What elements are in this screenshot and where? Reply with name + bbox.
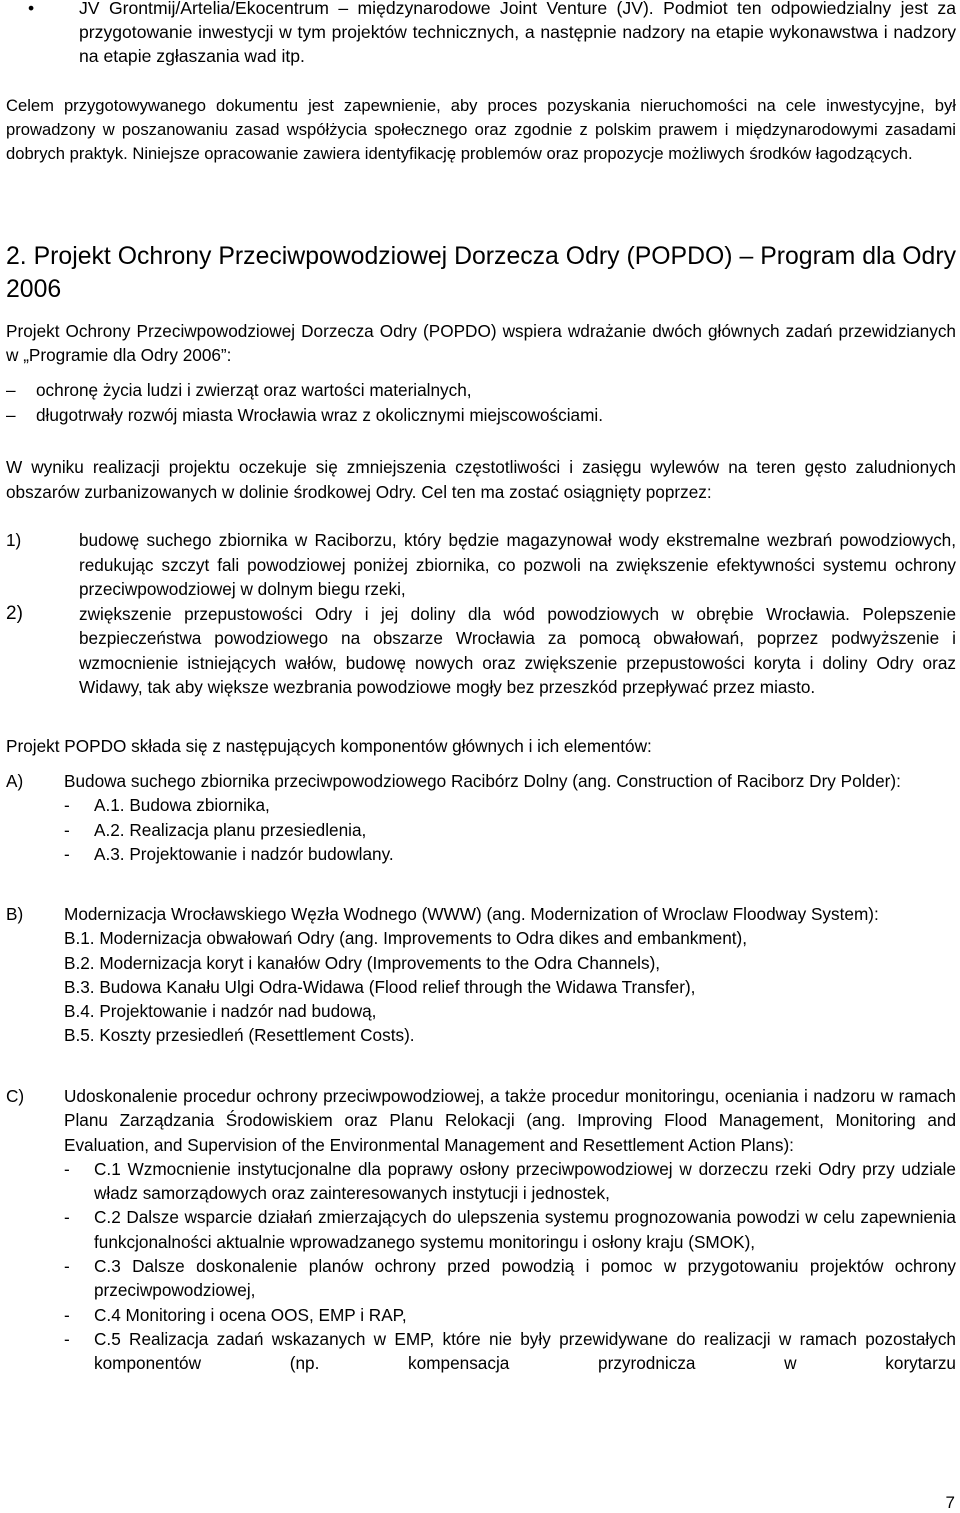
- component-letter: A): [6, 771, 24, 791]
- sub-item: B.5. Koszty przesiedleń (Resettlement Costs).: [64, 1025, 415, 1046]
- sub-item-text: C.3 Dalsze doskonalenie planów ochrony przed powodzią i pomoc w przygotowaniu projektów ochrony przeciwpowodziowej,: [94, 1256, 956, 1301]
- list-item: [6, 403, 956, 428]
- number-marker: 2): [6, 602, 23, 624]
- list-item-text: zwiększenie przepustowości Odry i jej doliny dla wód powodziowych w obrębie Wrocławia. Polepszenie bezpieczeństwa powodziowego na obszarze Wrocławia za pomocą obwałowań, poprzez podwyższenie i wzmocnienie istniejących wałów, budowę nowych oraz zwiększenie przepustowości koryta i doliny Odry oraz Widawy, tak aby większe wezbrania powodziowe mogły bez przeszkód przepływać przez miasto.: [79, 603, 956, 697]
- component-title: Budowa suchego zbiornika przeciwpowodziowego Racibórz Dolny (ang. Construction of Raciborz Dry Polder):: [64, 771, 901, 791]
- sub-marker: -: [64, 843, 70, 864]
- sub-item: [64, 1157, 956, 1206]
- component-letter: B): [6, 904, 24, 924]
- dash-marker: –: [6, 404, 16, 425]
- intro-paragraph: Projekt Ochrony Przeciwpowodziowej Dorzecza Odry (POPDO) wspiera wdrażanie dwóch głównych zadań przewidzianych w „Programie dla Odry 2006”:: [6, 321, 956, 365]
- component-title: Modernizacja Wrocławskiego Węzła Wodnego (WWW) (ang. Modernization of Wroclaw Floodway System):: [64, 904, 879, 924]
- sub-item: [64, 842, 956, 866]
- sub-item-text: A.2. Realizacja planu przesiedlenia,: [94, 819, 367, 840]
- sub-marker: -: [64, 819, 70, 840]
- sub-item: [64, 793, 956, 817]
- sub-marker: -: [64, 1158, 70, 1179]
- list-item: [6, 378, 956, 403]
- sub-item: B.4. Projektowanie i nadzór nad budową,: [64, 1001, 377, 1022]
- section-heading: 2. Projekt Ochrony Przeciwpowodziowej Dorzecza Odry (POPDO) – Program dla Odry 2006: [6, 243, 956, 303]
- component-letter: C): [6, 1086, 25, 1106]
- sub-marker: -: [64, 1207, 70, 1228]
- numbered-list: [6, 528, 956, 700]
- list-item-text: długotrwały rozwój miasta Wrocławia wraz z okolicznymi miejscowościami.: [36, 404, 604, 425]
- number-marker: 1): [6, 530, 22, 550]
- sub-item: B.1. Modernizacja obwałowań Odry (ang. Improvements to Odra dikes and embankment),: [64, 928, 748, 949]
- bullet-text: JV Grontmij/Artelia/Ekocentrum – międzynarodowe Joint Venture (JV). Podmiot ten odpowiedzialny jest za przygotowanie inwestycji w tym projektów technicznych, a następnie nadzory na etapie wykonawstwa i nadzory na etapie zgłaszania wad itp.: [79, 0, 956, 66]
- purpose-paragraph: Celem przygotowywanego dokumentu jest zapewnienie, aby proces pozyskania nieruchomości na cele inwestycyjne, był prowadzony w poszanowaniu zasad współżycia społecznego oraz zgodnie z polskim prawem i międzynarodowymi zasadami dobrych praktyk. Niniejsze opracowanie zawiera identyfikację problemów oraz propozycje możliwych środków łagodzących.: [6, 96, 956, 163]
- sub-item: [64, 1327, 956, 1376]
- bullet-marker: •: [28, 0, 35, 18]
- dash-marker: –: [6, 380, 16, 400]
- sub-marker: -: [64, 1328, 70, 1349]
- sub-item-text: C.5 Realizacja zadań wskazanych w EMP, które nie były przewidywane do realizacji w ramach pozostałych komponentów (np. kompensacja przyrodnicza w korytarzu: [94, 1328, 956, 1374]
- component-title: Udoskonalenie procedur ochrony przeciwpowodziowej, a także procedur monitoringu, oceniania i nadzoru w ramach Planu Zarządzania Środowiskiem oraz Planu Relokacji (ang. Improving Flood Management, Monitoring and Evaluation, and Supervision of the Environmental Management and Resettlement Action Plans):: [64, 1086, 956, 1155]
- component-a: [6, 769, 956, 866]
- sub-marker: -: [64, 1256, 70, 1277]
- page-number: 7: [945, 1493, 955, 1512]
- sub-item: [64, 1205, 956, 1254]
- sub-item-text: C.1 Wzmocnienie instytucjonalne dla poprawy osłony przeciwpowodziowej w dorzeczu rzeki Odry przy udziale władz samorządowych oraz zainteresowanych instytucji i jednostek,: [94, 1158, 956, 1204]
- list-item-text: ochronę życia ludzi i zwierząt oraz wartości materialnych,: [36, 380, 472, 400]
- sub-item-text: C.4 Monitoring i ocena OOS, EMP i RAP,: [94, 1304, 407, 1325]
- sub-marker: -: [64, 1304, 70, 1325]
- list-item-text: budowę suchego zbiornika w Raciborzu, który będzie magazynował wody ekstremalne wezbrań powodziowych, redukując szczyt fali powodziowej poniżej zbiornika, co pozwoli na zwiększenie efektywności systemu ochrony przeciwpowodziowej w dolnym biegu rzeki,: [79, 530, 956, 599]
- sub-item-text: C.2 Dalsze wsparcie działań zmierzających do ulepszenia systemu prognozowania powodzi w celu zapewnienia funkcjonalności aktualnie wprowadzanego systemu monitoringu i osłony kraju (SMOK),: [94, 1207, 956, 1252]
- task-list: [6, 378, 956, 427]
- components-paragraph: Projekt POPDO składa się z następujących komponentów głównych i ich elementów:: [6, 736, 652, 756]
- sub-item-text: A.1. Budowa zbiornika,: [94, 795, 270, 816]
- result-paragraph: W wyniku realizacji projektu oczekuje się zmniejszenia częstotliwości i zasięgu wylewów na teren gęsto zaludnionych obszarów zurbanizowanych w dolinie środkowej Odry. Cel ten ma zostać osiągnięty poprzez:: [6, 457, 956, 502]
- component-c: [6, 1084, 956, 1376]
- list-item: [6, 602, 956, 700]
- sub-item: [64, 818, 956, 842]
- sub-item: [64, 1254, 956, 1303]
- list-item: [6, 528, 956, 602]
- sub-item: B.2. Modernizacja koryt i kanałów Odry (Improvements to the Odra Channels),: [64, 952, 661, 973]
- sub-item: [64, 1303, 956, 1327]
- bullet-paragraph: [6, 0, 956, 68]
- sub-marker: -: [64, 795, 70, 816]
- sub-item: B.3. Budowa Kanału Ulgi Odra-Widawa (Flood relief through the Widawa Transfer),: [64, 976, 696, 997]
- sub-item-text: A.3. Projektowanie i nadzór budowlany.: [94, 843, 394, 864]
- component-b: [6, 902, 956, 1048]
